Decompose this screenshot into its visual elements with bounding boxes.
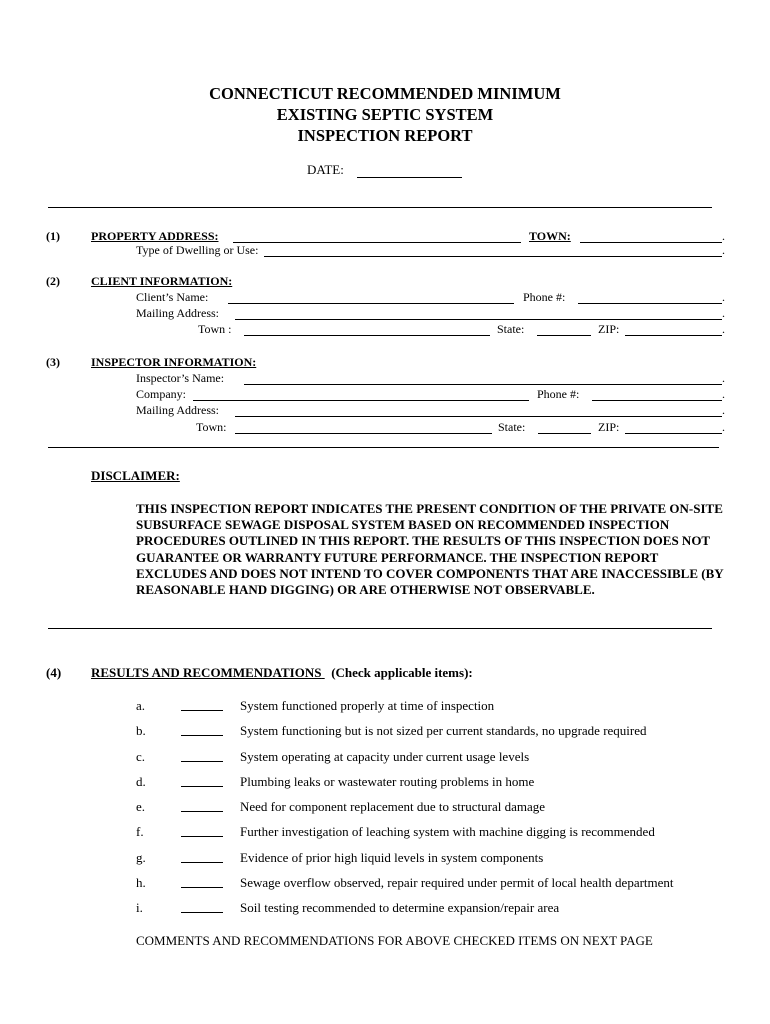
item-f-text: Further investigation of leaching system with machine digging is recommended (240, 824, 655, 839)
title-line-3: INSPECTION REPORT (297, 126, 473, 145)
client-town-label: Town : (198, 322, 232, 336)
inspector-zip-field[interactable] (625, 433, 722, 434)
item-e-checkbox[interactable] (181, 811, 223, 812)
client-zip-label: ZIP: (598, 322, 620, 336)
item-letter: e. (136, 799, 146, 814)
title-line-2: EXISTING SEPTIC SYSTEM (276, 105, 494, 124)
item-g-checkbox[interactable] (181, 862, 223, 863)
results-subheading: (Check applicable items): (331, 665, 473, 680)
punct: . (722, 229, 725, 243)
client-mailing-label: Mailing Address: (136, 306, 219, 320)
client-name-field[interactable] (228, 303, 514, 304)
date-field[interactable] (357, 177, 462, 178)
client-phone-label: Phone #: (523, 290, 566, 304)
inspector-mailing-field[interactable] (235, 416, 722, 417)
results-heading: RESULTS AND RECOMMENDATIONS (91, 665, 322, 680)
property-address-field[interactable] (233, 242, 521, 243)
item-letter: h. (136, 875, 146, 890)
item-c-checkbox[interactable] (181, 761, 223, 762)
punct: . (722, 403, 725, 417)
section4-number: (4) (46, 665, 62, 680)
client-info-heading: CLIENT INFORMATION: (91, 274, 233, 288)
item-letter: b. (136, 723, 146, 738)
divider-middle (48, 447, 719, 448)
item-letter: a. (136, 698, 146, 713)
item-h-checkbox[interactable] (181, 887, 223, 888)
dwelling-label: Type of Dwelling or Use: (136, 243, 259, 257)
disclaimer-heading: DISCLAIMER: (91, 468, 180, 483)
item-i-checkbox[interactable] (181, 912, 223, 913)
item-i-text: Soil testing recommended to determine expansion/repair area (240, 900, 560, 915)
client-phone-field[interactable] (578, 303, 722, 304)
punct: . (722, 322, 725, 336)
client-state-field[interactable] (537, 335, 591, 336)
client-state-label: State: (497, 322, 525, 336)
section1-number: (1) (46, 229, 60, 243)
inspector-town-label: Town: (196, 420, 227, 434)
item-letter: d. (136, 774, 146, 789)
item-letter: f. (136, 824, 144, 839)
inspector-state-label: State: (498, 420, 526, 434)
divider-top (48, 207, 712, 208)
disclaimer-text: THIS INSPECTION REPORT INDICATES THE PRESENT CONDITION OF THE PRIVATE ON-SITE SUBSURFACE SEWAGE DISPOSAL SYSTEM BASED ON RECOMMENDED INSPECTION PROCEDURES OUTLINED IN THIS REPORT. THE RESULTS OF THIS INSPECTION DOES NOT GUARANTEE OR WARRANTY FUTURE PERFORMANCE. THE INSPECTION REPORT EXCLUDES AND DOES NOT INTEND TO COVER COMPONENTS THAT ARE INACCESSIBLE (BY REASONABLE HAND DIGGING) OR ARE OTHERWISE NOT OBSERVABLE. (136, 501, 724, 598)
section2-number: (2) (46, 274, 60, 288)
inspector-name-field[interactable] (244, 384, 722, 385)
item-letter: c. (136, 749, 146, 764)
punct: . (722, 290, 725, 304)
item-a-text: System functioned properly at time of inspection (240, 698, 495, 713)
comments-footer: COMMENTS AND RECOMMENDATIONS FOR ABOVE CHECKED ITEMS ON NEXT PAGE (136, 933, 653, 948)
item-c-text: System operating at capacity under current usage levels (240, 749, 530, 764)
item-e-text: Need for component replacement due to structural damage (240, 799, 546, 814)
item-a-checkbox[interactable] (181, 710, 223, 711)
inspector-name-label: Inspector’s Name: (136, 371, 225, 385)
dwelling-field[interactable] (264, 256, 722, 257)
item-b-checkbox[interactable] (181, 735, 223, 736)
inspector-zip-label: ZIP: (598, 420, 620, 434)
client-mailing-field[interactable] (235, 319, 722, 320)
item-d-text: Plumbing leaks or wastewater routing problems in home (240, 774, 535, 789)
inspector-mailing-label: Mailing Address: (136, 403, 219, 417)
divider-bottom (48, 628, 712, 629)
punct: . (722, 243, 725, 257)
inspector-info-heading: INSPECTOR INFORMATION: (91, 355, 257, 369)
item-h-text: Sewage overflow observed, repair required under permit of local health department (240, 875, 674, 890)
company-field[interactable] (193, 400, 529, 401)
property-address-label: PROPERTY ADDRESS: (91, 229, 219, 243)
client-zip-field[interactable] (625, 335, 722, 336)
title-line-1: CONNECTICUT RECOMMENDED MINIMUM (209, 84, 561, 103)
item-letter: i. (136, 900, 143, 915)
item-g-text: Evidence of prior high liquid levels in system components (240, 850, 544, 865)
inspector-town-field[interactable] (235, 433, 492, 434)
punct: . (722, 306, 725, 320)
results-heading-row (91, 665, 473, 681)
punct: . (722, 420, 725, 434)
client-name-label: Client’s Name: (136, 290, 209, 304)
inspector-phone-label: Phone #: (537, 387, 580, 401)
item-b-text: System functioning but is not sized per current standards, no upgrade required (240, 723, 647, 738)
client-town-field[interactable] (244, 335, 490, 336)
punct: . (722, 371, 725, 385)
inspector-phone-field[interactable] (592, 400, 722, 401)
town-label: TOWN: (529, 229, 571, 243)
town-field[interactable] (580, 242, 722, 243)
item-f-checkbox[interactable] (181, 836, 223, 837)
date-label: DATE: (307, 162, 344, 177)
company-label: Company: (136, 387, 186, 401)
item-letter: g. (136, 850, 146, 865)
item-d-checkbox[interactable] (181, 786, 223, 787)
section3-number: (3) (46, 355, 60, 369)
inspector-state-field[interactable] (538, 433, 591, 434)
punct: . (722, 387, 725, 401)
